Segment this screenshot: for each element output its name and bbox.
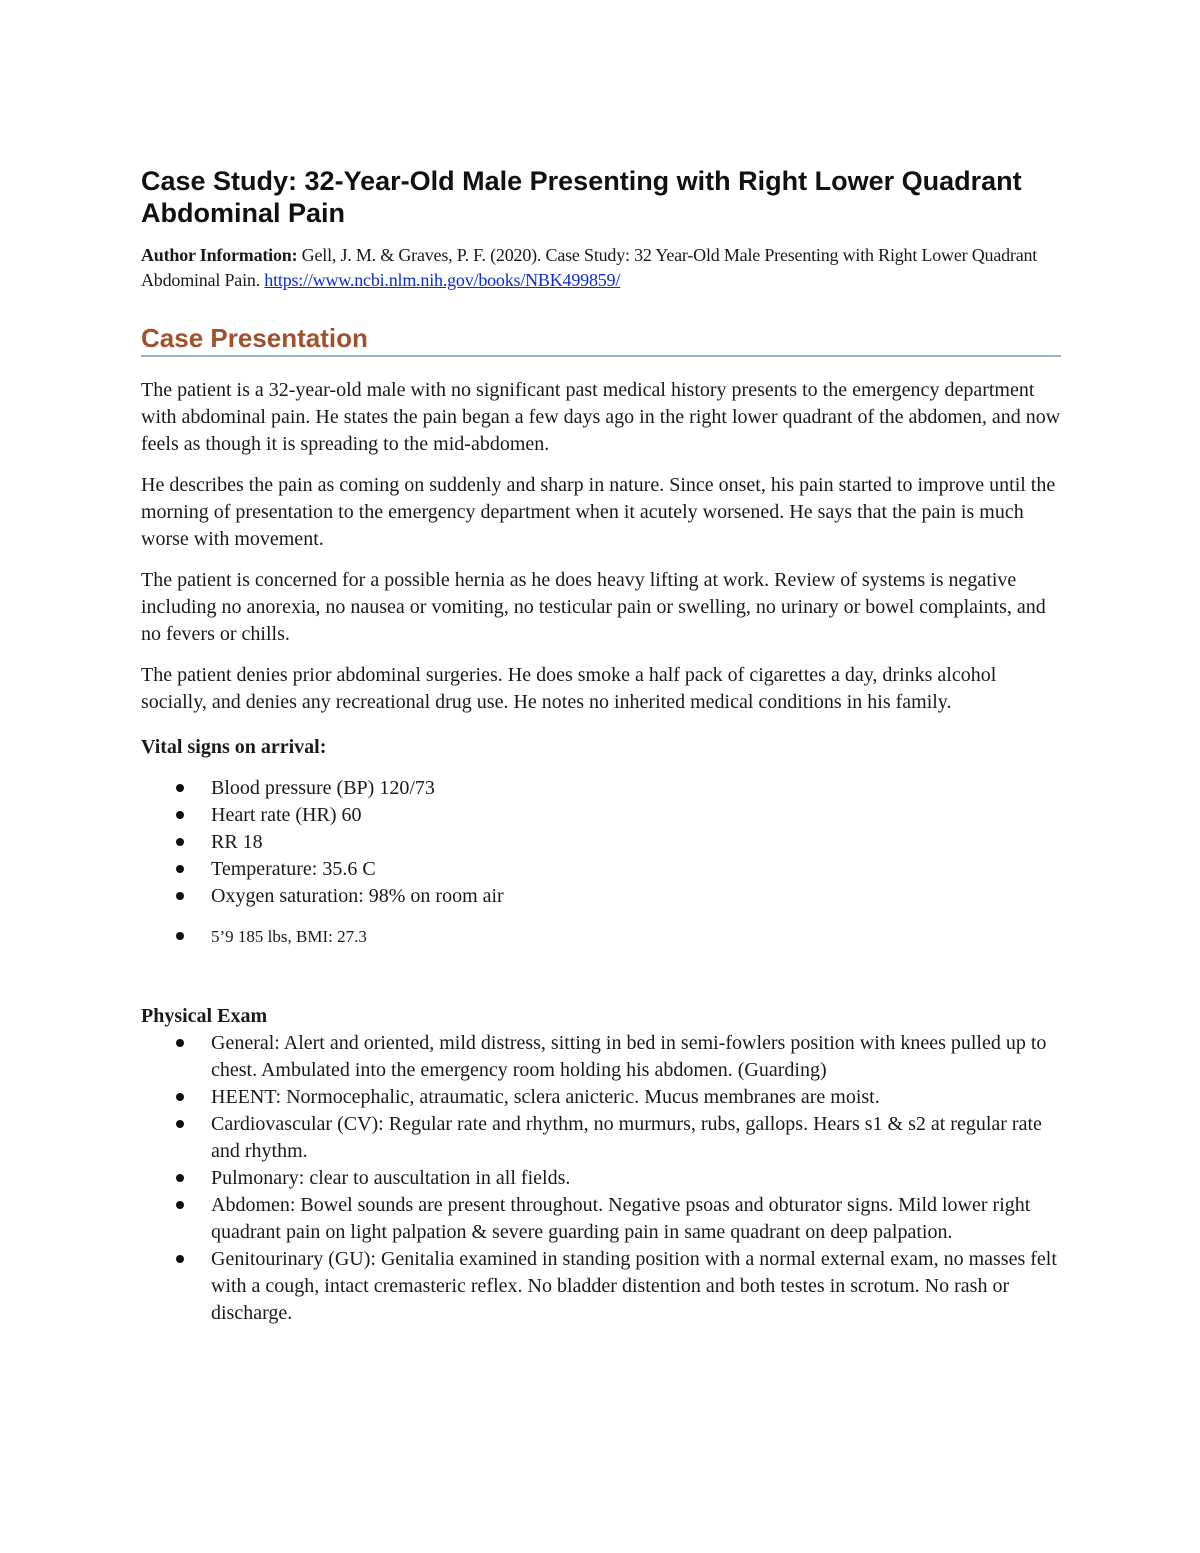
bullet-icon [176, 838, 184, 846]
list-item [141, 883, 1061, 910]
list-item [141, 1246, 1061, 1327]
list-item-text: Temperature: 35.6 C [211, 858, 376, 880]
list-item [141, 1192, 1061, 1246]
document-page [141, 165, 1061, 1327]
bullet-icon [176, 1120, 184, 1128]
list-item [141, 802, 1061, 829]
physical-exam-heading: Physical Exam [141, 1005, 268, 1027]
bullet-icon [176, 1093, 184, 1101]
bullet-icon [176, 892, 184, 900]
list-item-text: Genitourinary (GU): Genitalia examined in standing position with a normal external exam, no masses felt with a cough, intact cremasteric reflex. No bladder distention and both testes in scrotum. No rash or discharge. [211, 1248, 1057, 1324]
list-item [141, 923, 1061, 950]
list-item-text: Cardiovascular (CV): Regular rate and rhythm, no murmurs, rubs, gallops. Hears s1 & s2 at regular rate and rhythm. [211, 1113, 1042, 1162]
list-item-text: Blood pressure (BP) 120/73 [211, 777, 435, 799]
list-item-text: RR 18 [211, 831, 263, 853]
list-item-text: Oxygen saturation: 98% on room air [211, 885, 504, 907]
list-item [141, 1165, 1061, 1192]
vitals-heading: Vital signs on arrival: [141, 736, 327, 758]
list-item [141, 775, 1061, 802]
bullet-icon [176, 932, 184, 940]
section-heading-case-presentation: Case Presentation [141, 323, 1061, 357]
author-label: Author Information: [141, 245, 298, 265]
paragraph: The patient denies prior abdominal surgeries. He does smoke a half pack of cigarettes a day, drinks alcohol socially, and denies any recreational drug use. He notes no inherited medical conditions in his family. [141, 664, 997, 713]
bullet-icon [176, 1174, 184, 1182]
list-item [141, 1084, 1061, 1111]
list-item-text: Pulmonary: clear to auscultation in all fields. [211, 1167, 571, 1189]
author-information [141, 243, 1061, 293]
list-item [141, 1111, 1061, 1165]
vitals-list [141, 775, 1061, 950]
bullet-icon [176, 1201, 184, 1209]
list-item-text: Abdomen: Bowel sounds are present throughout. Negative psoas and obturator signs. Mild lower right quadrant pain on light palpation & severe guarding pain in same quadrant on deep palpation. [211, 1194, 1031, 1243]
bullet-icon [176, 811, 184, 819]
document-title: Case Study: 32-Year-Old Male Presenting with Right Lower Quadrant Abdominal Pain [141, 166, 1022, 228]
author-citation: Gell, J. M. & Graves, P. F. (2020). Case Study: 32 Year-Old Male Presenting with Right Lower Quadrant Abdominal Pain. [141, 245, 1038, 290]
physical-exam-list [141, 1030, 1061, 1327]
source-link[interactable]: https://www.ncbi.nlm.nih.gov/books/NBK499859/ [264, 270, 621, 290]
paragraph: He describes the pain as coming on suddenly and sharp in nature. Since onset, his pain started to improve until the morning of presentation to the emergency department when it acutely worsened. He says that the pain is much worse with movement. [141, 474, 1056, 550]
bullet-icon [176, 1255, 184, 1263]
list-item-text: HEENT: Normocephalic, atraumatic, sclera anicteric. Mucus membranes are moist. [211, 1086, 880, 1108]
bullet-icon [176, 1039, 184, 1047]
bullet-icon [176, 865, 184, 873]
list-item-text: 5’9 185 lbs, BMI: 27.3 [211, 927, 367, 946]
case-presentation-body [141, 377, 1061, 1327]
list-item [141, 856, 1061, 883]
paragraph: The patient is a 32-year-old male with no significant past medical history presents to the emergency department with abdominal pain. He states the pain began a few days ago in the right lower quadrant of the abdomen, and now feels as though it is spreading to the mid-abdomen. [141, 379, 1061, 455]
list-item [141, 829, 1061, 856]
list-item-text: Heart rate (HR) 60 [211, 804, 362, 826]
list-item-text: General: Alert and oriented, mild distress, sitting in bed in semi-fowlers position with knees pulled up to chest. Ambulated into the emergency room holding his abdomen. (Guarding) [211, 1032, 1047, 1081]
list-item [141, 1030, 1061, 1084]
paragraph: The patient is concerned for a possible hernia as he does heavy lifting at work. Review of systems is negative including no anorexia, no nausea or vomiting, no testicular pain or swelling, no urinary or bowel complaints, and no fevers or chills. [141, 569, 1046, 645]
bullet-icon [176, 784, 184, 792]
